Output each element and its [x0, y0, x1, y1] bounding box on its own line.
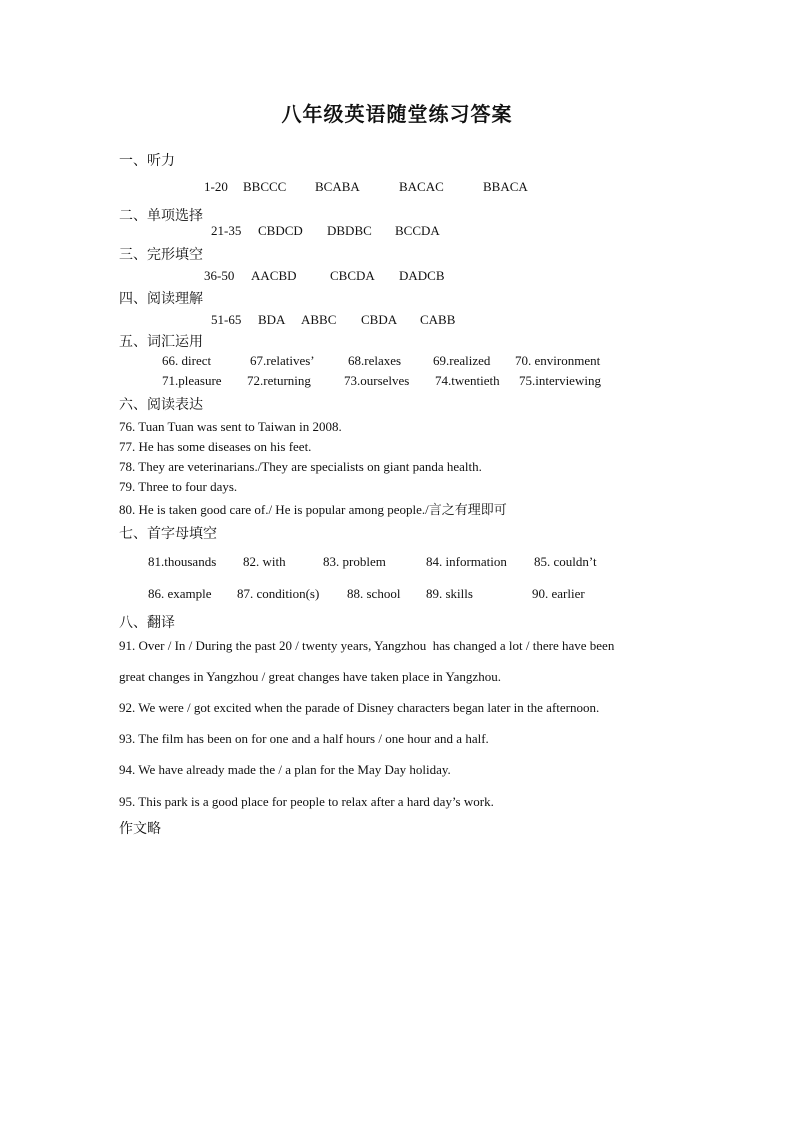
fill-answer: 81.thousands — [148, 554, 217, 569]
fill-answer: 90. earlier — [532, 586, 585, 601]
vocab-answer: 68.relaxes — [348, 353, 402, 368]
answer-group: CABB — [420, 312, 456, 327]
answer-group: BBACA — [483, 179, 528, 194]
vocab-answer: 73.ourselves — [344, 373, 410, 388]
answer-range: 51-65 — [211, 312, 242, 327]
answer-line: 79. Three to four days. — [119, 479, 238, 494]
vocab-answer: 69.realized — [433, 353, 491, 368]
section-heading-initial-letter: 七、首字母填空 — [119, 526, 217, 542]
answer-range: 21-35 — [211, 223, 242, 238]
answer-group: CBCDA — [330, 268, 375, 283]
answer-group: DBDBC — [327, 223, 372, 238]
fill-answer: 87. condition(s) — [237, 586, 320, 601]
fill-answer: 85. couldn’t — [534, 554, 597, 569]
translation-line: 93. The film has been on for one and a half hours / one hour and a half. — [119, 731, 489, 746]
answer-text: 80. He is taken good care of./ He is popular among people./ — [119, 502, 429, 517]
fill-answer: 84. information — [426, 554, 507, 569]
vocab-answer: 71.pleasure — [162, 373, 222, 388]
vocab-answer: 66. direct — [162, 353, 212, 368]
translation-line: great changes in Yangzhou / great changes have taken place in Yangzhou. — [119, 669, 501, 684]
translation-line: 95. This park is a good place for people to relax after a hard day’s work. — [119, 794, 494, 809]
fill-answer: 86. example — [148, 586, 212, 601]
answer-range: 36-50 — [204, 268, 235, 283]
section-heading-listening: 一、听力 — [119, 153, 175, 169]
page-title: 八年级英语随堂练习答案 — [281, 102, 513, 126]
answer-group: BCABA — [315, 179, 360, 194]
answer-line — [119, 499, 507, 518]
answer-group: BACAC — [399, 179, 444, 194]
vocab-answer: 75.interviewing — [519, 373, 601, 388]
vocab-answer: 74.twentieth — [435, 373, 500, 388]
vocab-answer: 70. environment — [515, 353, 601, 368]
answer-note: 言之有理即可 — [428, 503, 507, 518]
answer-group: BBCCC — [243, 179, 287, 194]
answer-line: 77. He has some diseases on his feet. — [119, 439, 312, 454]
translation-line: 92. We were / got excited when the parade of Disney characters began later in the afternoon. — [119, 700, 600, 715]
section-heading-translation: 八、翻译 — [119, 615, 175, 631]
answer-group: BDA — [258, 312, 286, 327]
translation-line: 91. Over / In / During the past 20 / twenty years, Yangzhou has changed a lot / there have been — [119, 638, 615, 653]
fill-answer: 82. with — [243, 554, 286, 569]
vocab-answer: 67.relatives’ — [250, 353, 315, 368]
answer-group: ABBC — [301, 312, 337, 327]
section-heading-reading: 四、阅读理解 — [119, 291, 203, 307]
fill-answer: 89. skills — [426, 586, 473, 601]
section-heading-reading-expression: 六、阅读表达 — [119, 397, 203, 413]
section-heading-vocabulary: 五、词汇运用 — [119, 334, 203, 350]
fill-answer: 83. problem — [323, 554, 386, 569]
composition-note: 作文略 — [119, 821, 161, 837]
answer-group: DADCB — [399, 268, 445, 283]
answer-range: 1-20 — [204, 179, 228, 194]
answer-line: 78. They are veterinarians./They are specialists on giant panda health. — [119, 459, 482, 474]
answer-group: CBDCD — [258, 223, 303, 238]
answer-line: 76. Tuan Tuan was sent to Taiwan in 2008. — [119, 419, 342, 434]
answer-group: CBDA — [361, 312, 398, 327]
vocab-answer: 72.returning — [247, 373, 311, 388]
answer-group: BCCDA — [395, 223, 440, 238]
section-heading-cloze: 三、完形填空 — [119, 247, 203, 263]
translation-line: 94. We have already made the / a plan for the May Day holiday. — [119, 762, 451, 777]
fill-answer: 88. school — [347, 586, 401, 601]
section-heading-single-choice: 二、单项选择 — [119, 208, 203, 224]
answer-group: AACBD — [251, 268, 297, 283]
